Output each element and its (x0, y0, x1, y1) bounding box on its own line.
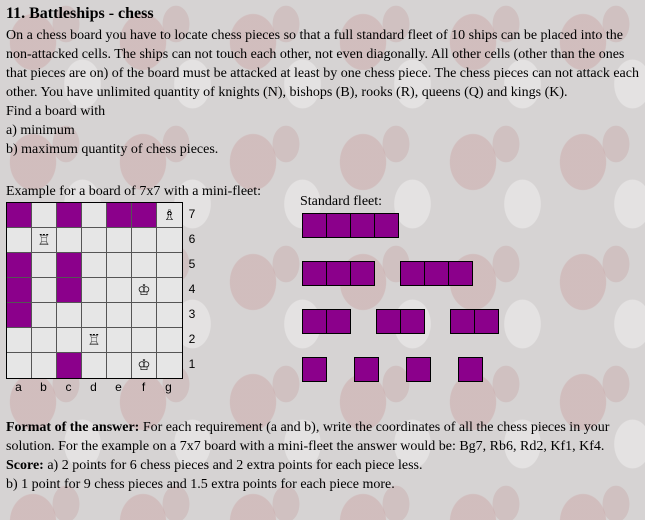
fleet-ship-2 (376, 309, 424, 334)
fleet-ship-cell (350, 213, 375, 238)
board-cell-c2 (57, 328, 82, 353)
fleet-ship-cell (400, 309, 425, 334)
fleet-ship-1 (458, 357, 482, 382)
file-label: c (65, 380, 72, 394)
fleet-ship-cell (376, 309, 401, 334)
rank-label: 3 (188, 307, 196, 321)
board-cell-b4 (32, 278, 57, 303)
fleet-ship-cell (424, 261, 449, 286)
board-cell-c3 (57, 303, 82, 328)
fleet-ship-cell (302, 213, 327, 238)
chess-piece-B-icon: ♗ (162, 205, 177, 224)
option-a-text: a) minimum (6, 123, 75, 138)
board-cell-e6 (107, 228, 132, 253)
board-cell-f7 (132, 203, 157, 228)
fleet-ship-cell (458, 357, 483, 382)
fleet-ship-3 (400, 261, 472, 286)
fleet-ship-cell (302, 309, 327, 334)
board-cell-c4 (57, 278, 82, 303)
fleet-ship-cell (350, 261, 375, 286)
board-cell-e4 (107, 278, 132, 303)
board-cell-e5 (107, 253, 132, 278)
format-label: Format of the answer: (6, 420, 140, 435)
file-label: b (40, 380, 47, 394)
find-board-text: Find a board with (6, 104, 106, 119)
board-cell-d5 (82, 253, 107, 278)
board-cell-f2 (132, 328, 157, 353)
fleet-ship-cell (448, 261, 473, 286)
board-cell-d4 (82, 278, 107, 303)
chess-piece-R-icon: ♖ (37, 230, 51, 249)
option-b-text: b) maximum quantity of chess pieces. (6, 142, 219, 157)
board-cell-g6 (157, 228, 182, 253)
format-paragraph (6, 418, 640, 456)
board-cell-f4 (132, 278, 157, 303)
rank-label: 7 (188, 207, 196, 221)
rank-label: 5 (188, 257, 196, 271)
fleet-ship-2 (302, 309, 350, 334)
puzzle-page (6, 4, 640, 159)
rank-label: 4 (188, 282, 196, 296)
fleet-ship-cell (406, 357, 431, 382)
board-cell-b6 (32, 228, 57, 253)
board-cell-e3 (107, 303, 132, 328)
board-cell-b2 (32, 328, 57, 353)
board-cell-b5 (32, 253, 57, 278)
fleet-ship-4 (302, 213, 398, 238)
board-cell-f5 (132, 253, 157, 278)
board-cell-c7 (57, 203, 82, 228)
board-cell-a6 (7, 228, 32, 253)
fleet-caption: Standard fleet: (300, 194, 383, 209)
fleet-ship-1 (302, 357, 326, 382)
rank-label: 6 (188, 232, 196, 246)
board-cell-c1 (57, 353, 82, 378)
board-cell-d6 (82, 228, 107, 253)
fleet-ship-3 (302, 261, 374, 286)
board-cell-g5 (157, 253, 182, 278)
fleet-ship-cell (354, 357, 379, 382)
board-cell-b7 (32, 203, 57, 228)
file-label: a (15, 380, 22, 394)
board-cell-g4 (157, 278, 182, 303)
board-cell-d2 (82, 328, 107, 353)
score-b-text: b) 1 point for 9 chess pieces and 1.5 extra points for each piece more. (6, 477, 395, 492)
board-grid (6, 202, 183, 379)
score-paragraph (6, 456, 640, 475)
file-label: g (165, 380, 172, 394)
board-cell-f6 (132, 228, 157, 253)
board-cell-g2 (157, 328, 182, 353)
board-cell-a7 (7, 203, 32, 228)
score-a-text: a) 2 points for 6 chess pieces and 2 extra points for each piece less. (43, 458, 423, 473)
fleet-ship-1 (354, 357, 378, 382)
fleet-ship-cell (302, 261, 327, 286)
board-cell-b3 (32, 303, 57, 328)
format-text: For each requirement (a and b), write the coordinates of all the chess pieces in your solution. For the example on a 7x7 board with a mini-fleet the answer would be: Bg7, Rb6, Rd2, Kf1, Kf4. (6, 420, 610, 454)
board-cell-a2 (7, 328, 32, 353)
board-cell-f3 (132, 303, 157, 328)
fleet-ship-cell (302, 357, 327, 382)
board-cell-a1 (7, 353, 32, 378)
chess-piece-K-icon: ♔ (137, 356, 151, 374)
page-title: 11. Battleships - chess (6, 5, 154, 22)
board-cell-e2 (107, 328, 132, 353)
board-cell-a4 (7, 278, 32, 303)
fleet-ship-cell (326, 261, 351, 286)
file-label: e (115, 380, 122, 394)
rank-label: 1 (188, 357, 196, 371)
board-cell-f1 (132, 353, 157, 378)
fleet-ship-cell (450, 309, 475, 334)
board-cell-c6 (57, 228, 82, 253)
example-caption: Example for a board of 7x7 with a mini-fleet: (6, 184, 262, 199)
answer-section (6, 418, 640, 494)
intro-text: On a chess board you have to locate chess pieces so that a full standard fleet of 10 ships can be placed into the non-attacked cells. The ships can not touch each other, not even diagonally. All other cells (other than the ones that pieces are on) of the board must be attacked at least by one chess piece. The chess pieces can not attack each other. You have unlimited quantity of knights (N), bishops (B), rooks (R), queens (Q) and kings (K). (6, 28, 639, 100)
file-label: f (141, 380, 146, 394)
board-cell-g1 (157, 353, 182, 378)
board-cell-d1 (82, 353, 107, 378)
board-cell-e1 (107, 353, 132, 378)
chess-piece-R-icon: ♖ (87, 330, 101, 349)
board-cell-c5 (57, 253, 82, 278)
board-cell-b1 (32, 353, 57, 378)
fleet-ship-cell (326, 213, 351, 238)
board-cell-d7 (82, 203, 107, 228)
board-cell-g3 (157, 303, 182, 328)
fleet-ship-1 (406, 357, 430, 382)
fleet-ship-cell (474, 309, 499, 334)
board-cell-e7 (107, 203, 132, 228)
score-label: Score: (6, 458, 44, 473)
fleet-ship-cell (374, 213, 399, 238)
fleet-ship-cell (400, 261, 425, 286)
chess-piece-K-icon: ♔ (137, 280, 151, 299)
board-cell-g7 (157, 203, 182, 228)
fleet-ship-cell (326, 309, 351, 334)
fleet-ship-2 (450, 309, 498, 334)
rank-label: 2 (188, 332, 196, 346)
board-cell-d3 (82, 303, 107, 328)
board-cell-a3 (7, 303, 32, 328)
board-cell-a5 (7, 253, 32, 278)
file-label: d (90, 380, 97, 394)
